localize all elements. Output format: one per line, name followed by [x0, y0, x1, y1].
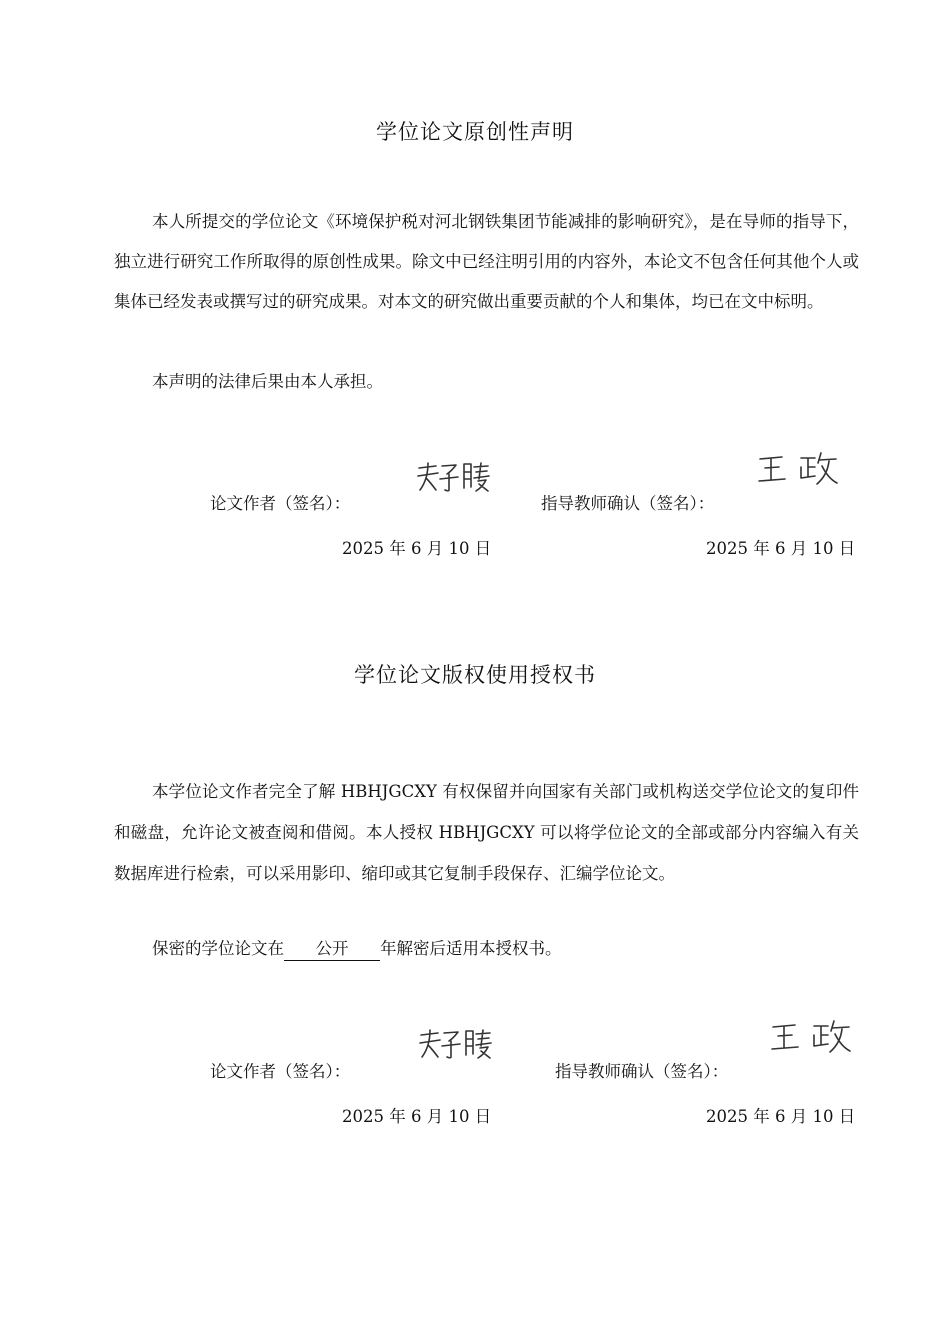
authorization-paragraph-1: 本学位论文作者完全了解 HBHJGCXY 有权保留并向国家有关部门或机构送交学位论文的复印件和磁盘，允许论文被查阅和借阅。本人授权 HBHJGCXY 可以将学位论文的全部或部分内容编入有关数据库进行检索，可以采用影印、缩印或其它复制手段保存、汇编学位论文。 — [114, 782, 859, 883]
declaration-author-date: 2025 年 6 月 10 日 — [342, 539, 492, 558]
author-signature-image — [416, 460, 492, 494]
declaration-author-label: 论文作者（签名）： — [210, 494, 351, 513]
author-signature-image-2 — [418, 1027, 494, 1061]
authorization-author-signature — [418, 1027, 494, 1061]
authorization-paragraph-2-before: 保密的学位论文在 — [152, 939, 284, 958]
declaration-title: 学位论文原创性声明 — [376, 120, 574, 144]
authorization-paragraph-2 — [114, 929, 859, 969]
authorization-advisor-signature — [770, 1018, 852, 1056]
authorization-advisor-label: 指导教师确认（签名）： — [555, 1062, 729, 1081]
authorization-author-date: 2025 年 6 月 10 日 — [342, 1107, 492, 1126]
confidential-period-field: 公开 — [284, 938, 380, 961]
authorization-author-label: 论文作者（签名）： — [210, 1062, 351, 1081]
declaration-author-signature — [416, 460, 492, 494]
declaration-advisor-signature — [757, 450, 839, 488]
authorization-advisor-date: 2025 年 6 月 10 日 — [706, 1107, 856, 1126]
declaration-advisor-date: 2025 年 6 月 10 日 — [706, 539, 856, 558]
declaration-advisor-label: 指导教师确认（签名）： — [541, 494, 715, 513]
declaration-paragraph-2: 本声明的法律后果由本人承担。 — [152, 372, 383, 391]
declaration-paragraph-1: 本人所提交的学位论文《环境保护税对河北钢铁集团节能减排的影响研究》，是在导师的指导下，独立进行研究工作所取得的原创性成果。除文中已经注明引用的内容外，本论文不包含任何其他个人或集体已经发表或撰写过的研究成果。对本文的研究做出重要贡献的个人和集体，均已在文中标明。 — [114, 212, 859, 311]
authorization-title: 学位论文版权使用授权书 — [354, 663, 596, 687]
advisor-signature-image — [757, 450, 839, 488]
authorization-paragraph-2-after: 年解密后适用本授权书。 — [380, 939, 562, 958]
advisor-signature-image-2 — [770, 1018, 852, 1056]
